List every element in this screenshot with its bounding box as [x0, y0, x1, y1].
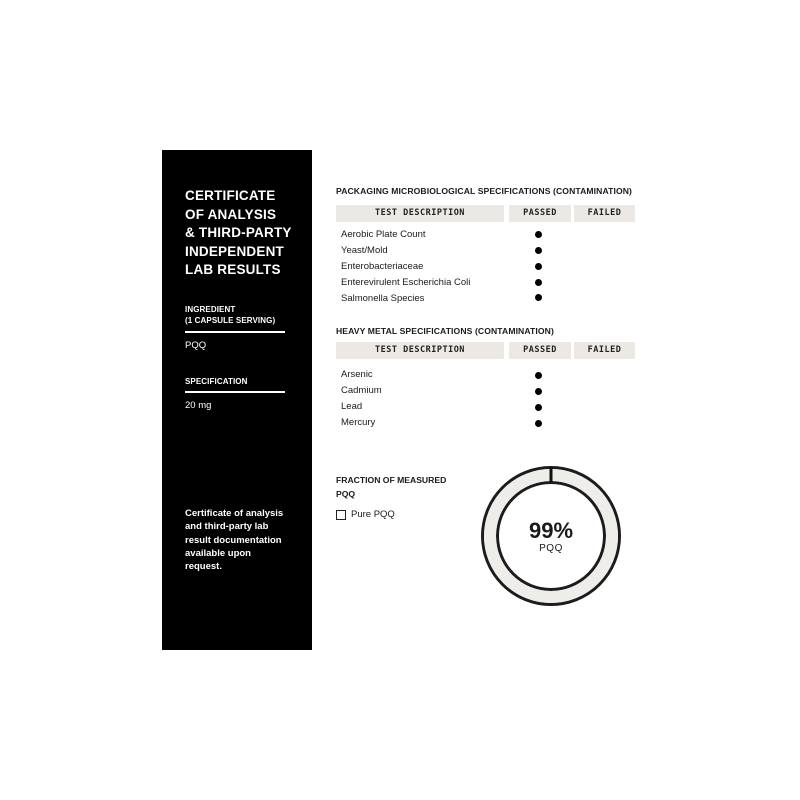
note-line: result documentation: [185, 534, 282, 546]
title-line: CERTIFICATE: [185, 188, 276, 203]
purity-sublabel: PQQ: [539, 542, 563, 554]
passed-dot-icon: [535, 294, 542, 301]
micro-col-test-description: TEST DESCRIPTION: [336, 205, 504, 222]
title-line: OF ANALYSIS: [185, 206, 277, 222]
ingredient-label: [185, 305, 275, 326]
passed-dot-icon: [535, 420, 542, 427]
ingredient-divider: [185, 331, 285, 333]
title-line: & THIRD-PARTY: [185, 225, 292, 240]
specification-divider: [185, 391, 285, 393]
micro-row-label: Yeast/Mold: [341, 245, 388, 256]
purity-percent: 99%: [528, 517, 574, 543]
fraction-legend: [336, 509, 395, 520]
passed-dot-icon: [535, 263, 542, 270]
metal-row-label: Arsenic: [341, 369, 373, 380]
availability-note: [185, 507, 305, 573]
title-line: INDEPENDENT: [185, 243, 284, 259]
metal-row-label: Mercury: [341, 417, 376, 428]
metal-row-label: Lead: [341, 401, 363, 412]
specification-label: SPECIFICATION: [185, 377, 248, 386]
title-line: LAB RESULTS: [185, 262, 281, 277]
note-line: available upon: [185, 547, 251, 559]
note-line: Certificate of analysis: [185, 508, 284, 519]
passed-dot-icon: [535, 404, 542, 411]
legend-swatch-icon: [336, 510, 346, 520]
note-line: and third-party lab: [185, 521, 269, 533]
certificate-title: [185, 187, 305, 280]
donut-center-label: [478, 463, 624, 609]
metal-row-label: Cadmium: [341, 385, 382, 396]
metal-col-test-description: TEST DESCRIPTION: [336, 342, 504, 359]
metal-col-failed: FAILED: [574, 342, 635, 359]
micro-col-passed: PASSED: [509, 205, 571, 222]
passed-dot-icon: [535, 247, 542, 254]
micro-row-label: Enterevirulent Escherichia Coli: [341, 277, 471, 288]
certificate-sidebar: [162, 150, 312, 650]
fraction-label-line: FRACTION OF MEASURED: [336, 475, 447, 485]
fraction-label-line: PQQ: [336, 489, 356, 499]
passed-dot-icon: [535, 388, 542, 395]
ingredient-value: PQQ: [185, 340, 207, 351]
micro-row-label: Salmonella Species: [341, 293, 425, 304]
metal-col-passed: PASSED: [509, 342, 571, 359]
specification-value: 20 mg: [185, 400, 212, 411]
microbiological-heading: PACKAGING MICROBIOLOGICAL SPECIFICATIONS (CONTAMINATION): [336, 186, 633, 196]
ingredient-label-line: (1 CAPSULE SERVING): [185, 315, 276, 325]
passed-dot-icon: [535, 231, 542, 238]
micro-col-failed: FAILED: [574, 205, 635, 222]
passed-dot-icon: [535, 279, 542, 286]
ingredient-label-line: INGREDIENT: [185, 305, 236, 314]
passed-dot-icon: [535, 372, 542, 379]
legend-label: Pure PQQ: [351, 509, 395, 520]
note-line: request.: [185, 561, 222, 573]
micro-row-label: Aerobic Plate Count: [341, 229, 426, 240]
fraction-label: [336, 473, 466, 501]
heavy-metal-heading: HEAVY METAL SPECIFICATIONS (CONTAMINATION): [336, 326, 554, 336]
micro-row-label: Enterobacteriaceae: [341, 261, 424, 272]
